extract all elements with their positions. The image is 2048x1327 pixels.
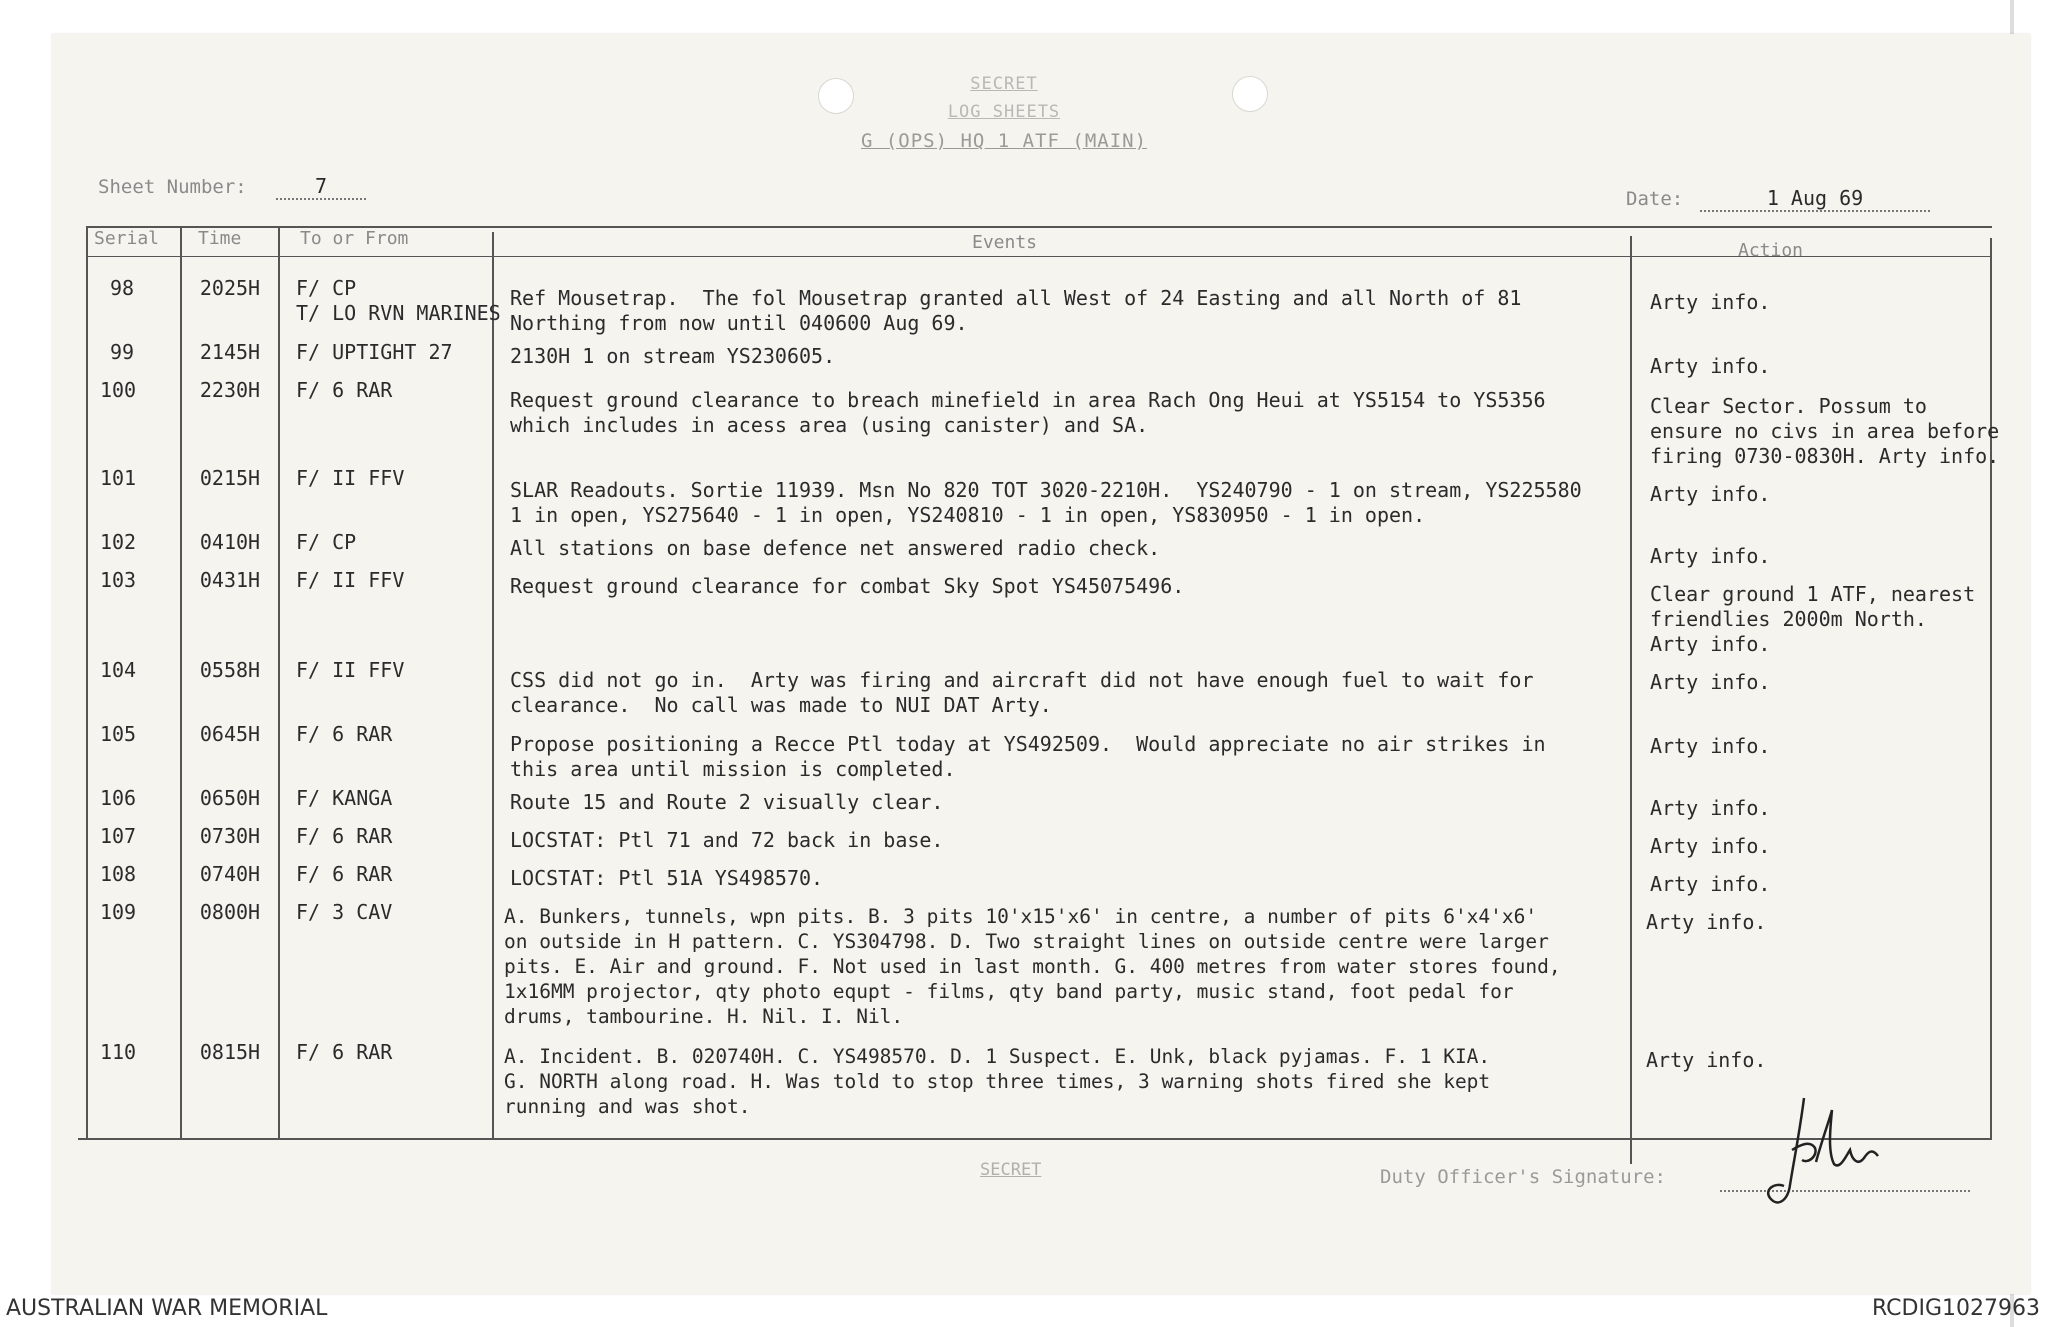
- archive-id: RCDIG1027963: [1871, 1296, 2040, 1321]
- row-events: CSS did not go in. Arty was firing and aircraft did not have enough fuel to wait for clearance. No call was made to NUI DAT Arty.: [510, 668, 1534, 717]
- date-value: 1 Aug 69: [1700, 186, 1930, 212]
- row-time: 0650H: [199, 786, 261, 810]
- row-to-from: F/ UPTIGHT 27: [296, 340, 453, 364]
- row-to-from: F/ 6 RAR: [296, 378, 393, 402]
- row-events: A. Bunkers, tunnels, wpn pits. B. 3 pits 10'x15'x6' in centre, a number of pits 6'x4'x6' on outside in H pattern. C. YS304798. D. Two straight lines on outside centre were larger pits. E. Air and ground. F. Not used in last month. G. 400 metres from water stores found, 1x16MM projector, qty photo equpt - films, qty band party, music stand, foot pedal for drums, tambourine. H. Nil. I. Nil.: [504, 905, 1561, 1028]
- row-action: Clear ground 1 ATF, nearest friendlies 2000m North. Arty info.: [1650, 582, 1976, 656]
- row-to-from: F/ 6 RAR: [296, 862, 393, 886]
- row-events: Route 15 and Route 2 visually clear.: [510, 790, 944, 814]
- row-time: 0645H: [199, 722, 261, 746]
- row-events: Request ground clearance for combat Sky Spot YS45075496.: [510, 574, 1185, 598]
- unit-subtitle: G (OPS) HQ 1 ATF (MAIN): [860, 130, 1148, 152]
- row-events: All stations on base defence net answered radio check.: [510, 536, 1161, 560]
- col-border-right: [1990, 238, 1992, 1138]
- sheet-number-value: 7: [276, 174, 366, 200]
- row-to-from: F/ 6 RAR: [296, 824, 393, 848]
- classification-footer: SECRET: [980, 1160, 1042, 1180]
- row-time: 0740H: [199, 862, 261, 886]
- row-action: Arty info.: [1650, 544, 1771, 568]
- row-action: Arty info.: [1650, 796, 1771, 820]
- col-header-serial: Serial: [94, 228, 160, 249]
- handwritten-signature: [1760, 1090, 1900, 1220]
- row-events: A. Incident. B. 020740H. C. YS498570. D. 1 Suspect. E. Unk, black pyjamas. F. 1 KIA. G. NORTH along road. H. Was told to stop three times, 3 warning shots fired she kept running and was shot.: [504, 1045, 1491, 1118]
- row-serial: 109: [99, 900, 137, 924]
- row-to-from: F/ CP T/ LO RVN MARINES: [296, 276, 501, 325]
- row-to-from: F/ II FFV: [296, 568, 405, 592]
- row-time: 2025H: [199, 276, 261, 300]
- row-serial: 98: [109, 276, 135, 300]
- col-header-time: Time: [198, 228, 242, 249]
- row-action: Arty info.: [1650, 734, 1771, 758]
- archive-credit: AUSTRALIAN WAR MEMORIAL: [6, 1296, 328, 1321]
- row-to-from: F/ 6 RAR: [296, 1040, 393, 1064]
- row-time: 0558H: [199, 658, 261, 682]
- row-events: Propose positioning a Recce Ptl today at YS492509. Would appreciate no air strikes in this area until mission is completed.: [510, 732, 1546, 781]
- row-action: Arty info.: [1646, 910, 1767, 934]
- row-action: Clear Sector. Possum to ensure no civs in area before firing 0730-0830H. Arty info.: [1650, 394, 2000, 468]
- header-divider: [86, 256, 1992, 257]
- row-serial: 101: [99, 466, 137, 490]
- row-time: 0815H: [199, 1040, 261, 1064]
- row-serial: 108: [99, 862, 137, 886]
- col-border-time: [278, 226, 280, 1138]
- row-serial: 102: [99, 530, 137, 554]
- row-serial: 105: [99, 722, 137, 746]
- col-border-events: [1630, 236, 1632, 1164]
- row-serial: 99: [109, 340, 135, 364]
- row-events: LOCSTAT: Ptl 71 and 72 back in base.: [510, 828, 944, 852]
- row-serial: 107: [99, 824, 137, 848]
- row-events: SLAR Readouts. Sortie 11939. Msn No 820 TOT 3020-2210H. YS240790 - 1 on stream, YS225580 1 in open, YS275640 - 1 in open, YS240810 - 1 in open, YS830950 - 1 in open.: [510, 478, 1582, 527]
- row-action: Arty info.: [1650, 670, 1771, 694]
- row-time: 0431H: [199, 568, 261, 592]
- row-to-from: F/ II FFV: [296, 466, 405, 490]
- row-action: Arty info.: [1650, 872, 1771, 896]
- row-action: Arty info.: [1650, 834, 1771, 858]
- date-label: Date:: [1626, 188, 1684, 210]
- row-action: Arty info.: [1650, 354, 1771, 378]
- row-time: 2145H: [199, 340, 261, 364]
- document-title: LOG SHEETS: [947, 102, 1061, 122]
- classification-header: SECRET: [970, 74, 1038, 94]
- row-time: 0800H: [199, 900, 261, 924]
- sheet-number-label: Sheet Number:: [98, 176, 247, 198]
- col-header-events: Events: [972, 232, 1038, 253]
- col-border-to-from: [492, 232, 494, 1138]
- table-bottom-border: [78, 1138, 1992, 1140]
- row-to-from: F/ II FFV: [296, 658, 405, 682]
- row-action: Arty info.: [1650, 482, 1771, 506]
- row-action: Arty info.: [1646, 1048, 1767, 1072]
- row-events: 2130H 1 on stream YS230605.: [510, 344, 836, 368]
- col-header-to-from: To or From: [300, 228, 409, 249]
- row-events: Request ground clearance to breach minefield in area Rach Ong Heui at YS5154 to YS5356 which includes in acess area (using canister) and SA.: [510, 388, 1546, 437]
- row-time: 0410H: [199, 530, 261, 554]
- row-serial: 106: [99, 786, 137, 810]
- row-events: Ref Mousetrap. The fol Mousetrap granted all West of 24 Easting and all North of 81 Northing from now until 040600 Aug 69.: [510, 286, 1522, 335]
- row-to-from: F/ 3 CAV: [296, 900, 393, 924]
- row-to-from: F/ CP: [296, 530, 357, 554]
- row-serial: 110: [99, 1040, 137, 1064]
- row-action: Arty info.: [1650, 290, 1771, 314]
- row-serial: 103: [99, 568, 137, 592]
- col-border-serial: [180, 226, 182, 1138]
- row-time: 0215H: [199, 466, 261, 490]
- row-time: 2230H: [199, 378, 261, 402]
- col-header-action: Action: [1738, 240, 1804, 261]
- row-time: 0730H: [199, 824, 261, 848]
- signature-label: Duty Officer's Signature:: [1380, 1166, 1666, 1188]
- row-serial: 100: [99, 378, 137, 402]
- row-to-from: F/ KANGA: [296, 786, 393, 810]
- row-events: LOCSTAT: Ptl 51A YS498570.: [510, 866, 824, 890]
- row-serial: 104: [99, 658, 137, 682]
- row-to-from: F/ 6 RAR: [296, 722, 393, 746]
